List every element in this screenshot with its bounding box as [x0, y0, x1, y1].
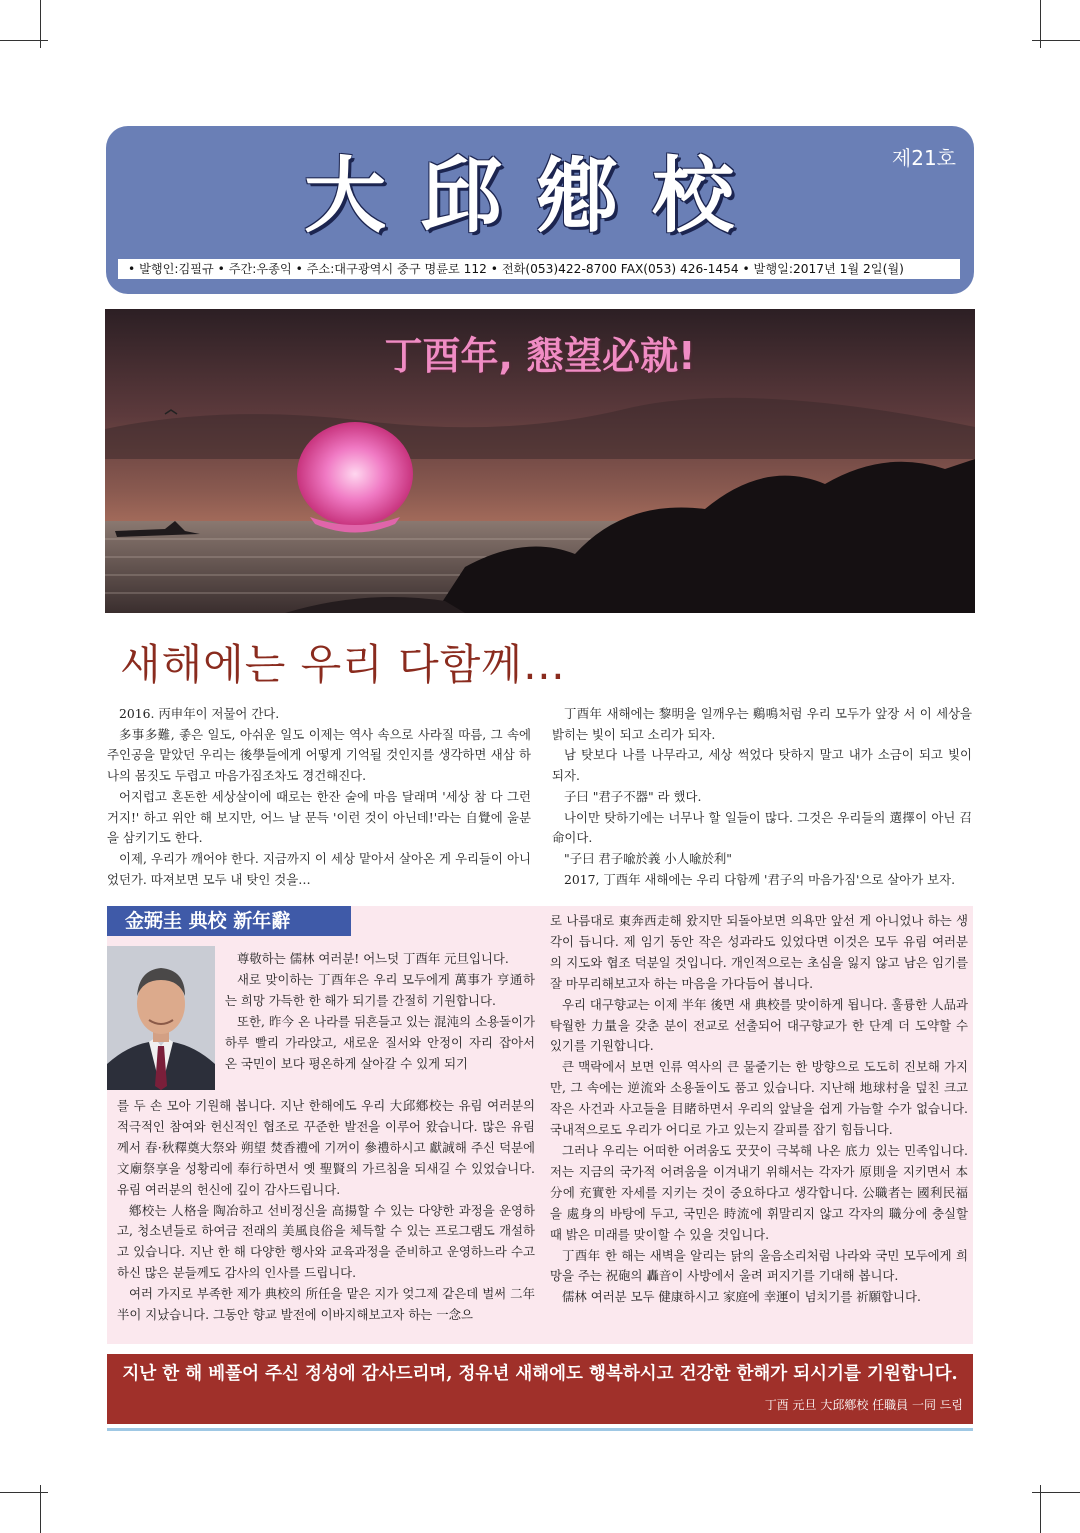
crop-mark: [0, 40, 48, 41]
banner-slogan: 丁酉年, 懇望必就!: [384, 334, 696, 378]
paragraph: 를 두 손 모아 기원해 봅니다. 지난 한해에도 우리 大邱鄕校는 유림 여러분의 적극적인 참여와 헌신적인 협조로 꾸준한 발전을 이루어 왔습니다. 많은 유림께서 春·秋釋奠大祭와 朔望 焚香禮에 기꺼이 參禮하시고 獻誠해 주신 덕분에 文廟祭享을 성황리에 奉行하면서 옛 聖賢의 가르침을 되새길 수 있었습니다. 유림 여러분의 헌신에 깊이 감사드립니다.: [117, 1098, 535, 1197]
paragraph: 丁酉年 새해에는 黎明을 일깨우는 鷄鳴처럼 우리 모두가 앞장 서 이 세상을 밝히는 빛이 되고 소리가 되자.: [552, 706, 972, 742]
footer-greeting: 지난 한 해 베풀어 주신 정성에 감사드리며, 정유년 새해에도 행복하시고 건강한 한해가 되시기를 기원합니다.: [122, 1364, 958, 1384]
masthead: [106, 126, 974, 294]
footer-signature: 丁酉 元旦 大邱鄕校 任職員 一同 드림: [764, 1398, 963, 1412]
footer-banner: [107, 1354, 973, 1424]
paragraph: 儒林 여러분 모두 健康하시고 家庭에 幸運이 넘치기를 祈願합니다.: [562, 1289, 921, 1305]
sun-shape: [297, 422, 413, 526]
newspaper-title: 大邱鄕校: [303, 148, 768, 244]
portrait-photo: [107, 946, 215, 1090]
paragraph: 새로 맞이하는 丁酉年은 우리 모두에게 萬事가 亨通하는 희망 가득한 한 해가 되기를 간절히 기원합니다.: [225, 971, 535, 1008]
message-column-left-top: [225, 949, 535, 1074]
paragraph: 鄕校는 人格을 陶冶하고 선비정신을 高揚할 수 있는 다양한 과정을 운영하고, 청소년들로 하여금 전래의 美風良俗을 체득할 수 있는 프로그램도 개설하고 있습니다. 지난 한 해 다양한 행사와 교육과정을 준비하고 운영하느라 수고하신 많은 분들께도 감사의 인사를 드립니다.: [117, 1202, 535, 1281]
message-heading: 金弼圭 典校 新年辭: [107, 906, 351, 936]
crop-mark: [0, 1492, 48, 1493]
paragraph: 여러 가지로 부족한 제가 典校의 所任을 맡은 지가 엊그제 같은데 벌써 二年 半이 지났습니다. 그동안 향교 발전에 이바지해보고자 하는 一念으: [117, 1286, 535, 1323]
issue-number: 제21호: [891, 146, 956, 170]
paragraph: 로 나름대로 東奔西走해 왔지만 되돌아보면 의욕만 앞선 게 아니었나 하는 생각이 듭니다. 제 임기 동안 작은 성과라도 있었다면 이것은 모두 유림 여러분의 지도와 협조 덕분일 것입니다. 개인적으로는 초심을 잃지 않고 남은 임기를 잘 마무리해보고자 하는 마음을 가다듬어 봅니다.: [550, 913, 968, 991]
portrait-image: [107, 946, 215, 1090]
paragraph: 우리 대구향교는 이제 半年 後면 새 典校를 맞이하게 됩니다. 훌륭한 人品과 탁월한 力量을 갖춘 분이 전교로 선출되어 대구향교가 한 단계 더 도약할 수 있기를 기원합니다.: [550, 996, 968, 1054]
crop-mark: [1032, 1492, 1080, 1493]
paragraph: 이제, 우리가 깨어야 한다. 지금까지 이 세상 맡아서 살아온 게 우리들이 아니었던가. 따져보면 모두 내 탓인 것을…: [107, 850, 531, 887]
paragraph: 2016. 丙申年이 저물어 간다.: [119, 706, 280, 721]
message-column-left-bottom: [117, 1096, 535, 1326]
paragraph: 남 탓보다 나를 나무라고, 세상 썩었다 탓하지 말고 내가 소금이 되고 빛이 되자.: [552, 747, 972, 784]
paragraph: "子曰 君子喩於義 小人喩於利": [564, 850, 732, 866]
editorial-column-right: [552, 704, 972, 890]
publication-info: • 발행인:김필규 • 주간:우종익 • 주소:대구광역시 중구 명륜로 112 • 전화(053)422-8700 FAX(053) 426-1454 • 발행일:2017년 1월 2일(월): [118, 259, 960, 279]
paragraph: 尊敬하는 儒林 여러분! 어느덧 丁酉年 元旦입니다.: [237, 951, 509, 966]
crop-mark: [1032, 40, 1080, 41]
editorial-column-left: [107, 704, 531, 890]
message-column-right: [550, 911, 968, 1308]
paragraph: 어지럽고 혼돈한 세상살이에 때로는 한잔 술에 마음 달래며 '세상 참 다 그런거지!' 하고 위안 해 보지만, 어느 날 문득 '이런 것이 아닌데!'라는 自覺에 울분을 삼키기도 한다.: [107, 788, 531, 846]
new-year-message-box: [107, 906, 973, 1344]
paragraph: 多事多難, 좋은 일도, 아쉬운 일도 이제는 역사 속으로 사라질 따름, 그 속에 주인공을 맡았던 우리는 後學들에게 어떻게 기억될 것인지를 생각하면 새삼 하나의 몸짓도 두렵고 마음가짐조차도 경건해진다.: [107, 726, 531, 784]
bottom-divider: [107, 1428, 973, 1431]
paragraph: 2017, 丁酉年 새해에는 우리 다함께 '君子의 마음가짐'으로 살아가 보자.: [564, 871, 956, 887]
paragraph: 큰 맥락에서 보면 인류 역사의 큰 물줄기는 한 방향으로 도도히 진보해 가지만, 그 속에는 逆流와 소용돌이도 품고 있습니다. 지난해 地球村을 덮친 크고 작은 사건과 사고들을 目睹하면서 우리의 앞날을 쉽게 가늠할 수가 없습니다. 국내적으로도 우리가 어디로 가고 있는지 갈피를 잡기 힘듭니다.: [550, 1059, 968, 1138]
paragraph: 丁酉年 한 해는 새벽을 알리는 닭의 울음소리처럼 나라와 국민 모두에게 희망을 주는 祝砲의 轟音이 사방에서 울려 퍼지기를 기대해 봅니다.: [550, 1247, 968, 1284]
paragraph: 또한, 昨今 온 나라를 뒤흔들고 있는 混沌의 소용돌이가 하루 빨리 가라앉고, 새로운 질서와 안정이 자리 잡아서 온 국민이 보다 평온하게 살아갈 수 있게 되기: [225, 1013, 535, 1071]
paragraph: 그러나 우리는 어떠한 어려움도 꿋꿋이 극복해 나온 底力 있는 민족입니다. 저는 지금의 국가적 어려움을 이겨내기 위해서는 각자가 原則을 지키면서 本分에 充實한 자세를 지키는 것이 중요하다고 생각합니다. 公職者는 國利民福을 處身의 바탕에 두고, 국민은 時流에 휘말리지 않고 각자의 職分에 충실할 때 밝은 미래를 맞이할 수 있을 것입니다.: [550, 1142, 968, 1242]
paragraph: 子曰 "君子不器" 라 했다.: [564, 788, 702, 804]
paragraph: 나이만 탓하기에는 너무나 할 일들이 많다. 그것은 우리들의 選擇이 아닌 召命이다.: [552, 809, 972, 846]
sunrise-photo: [105, 309, 975, 613]
headline: 새해에는 우리 다함께…: [120, 640, 566, 689]
